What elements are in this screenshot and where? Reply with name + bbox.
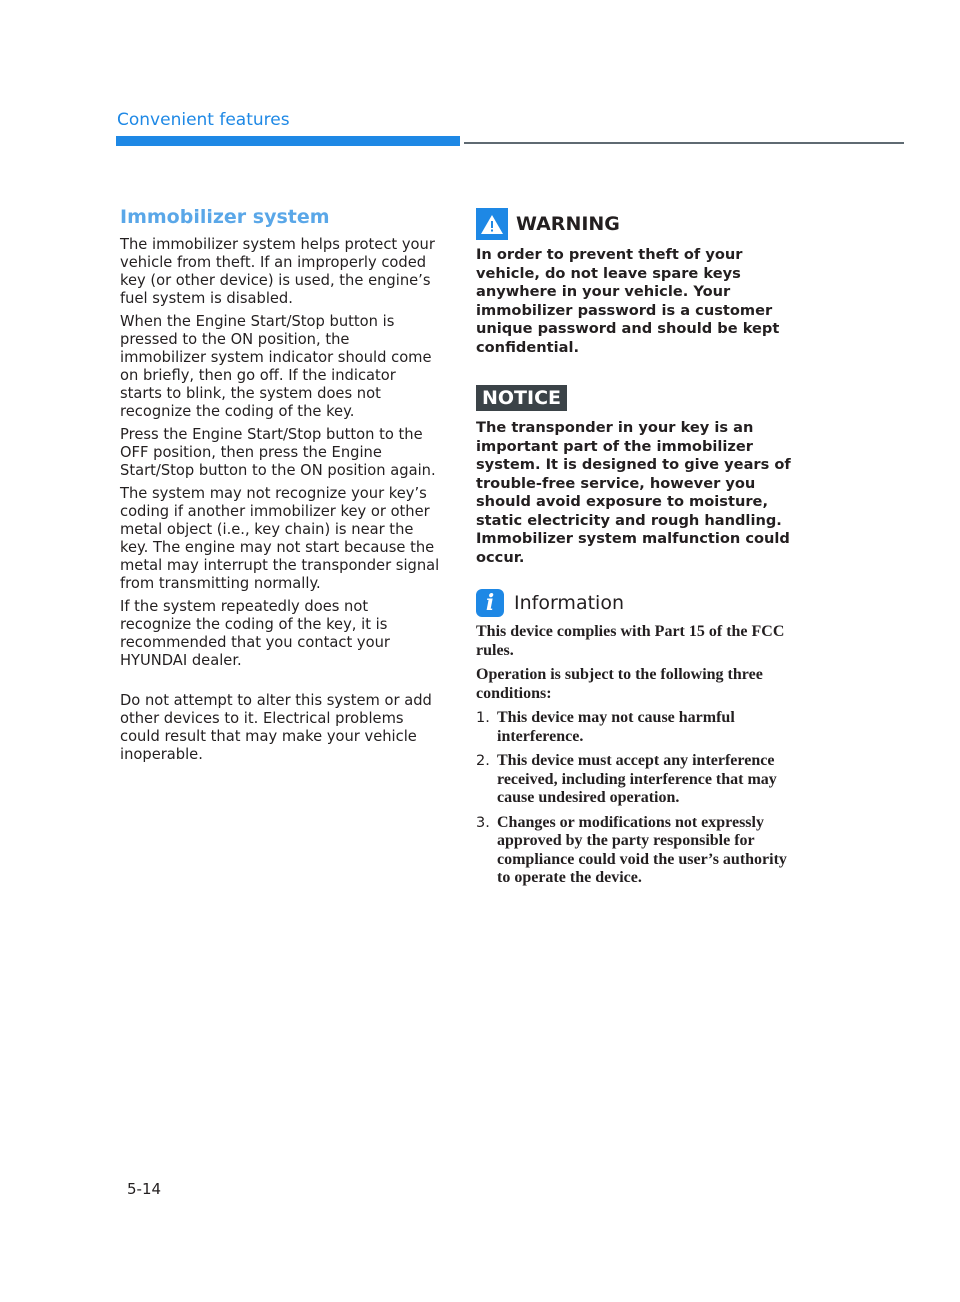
list-text: This device must accept any interference received, including interference that may cause undesired operation. — [497, 752, 777, 806]
conditions-list — [476, 709, 798, 888]
immobilizer-heading: Immobilizer system — [120, 206, 330, 228]
immobilizer-paragraph: The system may not recognize your key’s coding if another immobilizer key or other metal object (i.e., key chain) is near the key. The engine may not start because the metal may interrupt the transponder signal from transmitting normally. — [120, 485, 440, 592]
list-number: 3. — [476, 814, 490, 831]
list-item — [476, 752, 798, 808]
list-text: Changes or modifications not expressly approved by the party responsible for compliance could void the user’s authority to operate the device. — [497, 813, 787, 886]
list-number: 1. — [476, 710, 490, 726]
information-header — [476, 589, 798, 617]
right-column — [476, 208, 798, 894]
immobilizer-paragraph: If the system repeatedly does not recognize the coding of the key, it is recommended that you contact your HYUNDAI dealer. — [120, 598, 390, 669]
left-column — [120, 206, 440, 769]
information-paragraph: This device complies with Part 15 of the FCC rules. — [476, 623, 785, 659]
list-item — [476, 709, 798, 746]
section-title: Convenient features — [117, 110, 290, 130]
header-accent-bar — [116, 136, 460, 146]
info-icon: i — [476, 589, 504, 617]
immobilizer-paragraph: The immobilizer system helps protect your vehicle from theft. If an improperly coded key (or other device) is used, the engine’s fuel system is disabled. — [120, 236, 435, 307]
warning-title: WARNING — [516, 213, 620, 235]
immobilizer-paragraph: When the Engine Start/Stop button is pressed to the ON position, the immobilizer system indicator should come on briefly, then go off. If the indicator starts to blink, the system does not recognize the coding of the key. — [120, 313, 432, 420]
notice-text: The transponder in your key is an important part of the immobilizer system. It is designed to give years of trouble-free service, however you should avoid exposure to moisture, static electricity and rough handling. Immobilizer system malfunction could occur. — [476, 419, 791, 566]
list-text: This device may not cause harmful interference. — [497, 709, 735, 745]
warning-triangle-icon — [476, 208, 508, 240]
page-number: 5-14 — [127, 1180, 162, 1198]
header-divider — [464, 142, 904, 144]
list-item — [476, 814, 798, 888]
information-title: Information — [514, 592, 624, 614]
warning-header — [476, 208, 798, 240]
list-number: 2. — [476, 753, 490, 769]
warning-text: In order to prevent theft of your vehicle, do not leave spare keys anywhere in your vehicle. Your immobilizer password is a customer unique password and should be kept confidential. — [476, 246, 780, 356]
immobilizer-paragraph: Do not attempt to alter this system or add other devices to it. Electrical problems could result that may make your vehicle inoperable. — [120, 692, 432, 763]
immobilizer-paragraph: Press the Engine Start/Stop button to the OFF position, then press the Engine Start/Stop button to the ON position again. — [120, 426, 436, 479]
information-paragraph: Operation is subject to the following three conditions: — [476, 666, 763, 702]
notice-label: NOTICE — [476, 385, 567, 411]
